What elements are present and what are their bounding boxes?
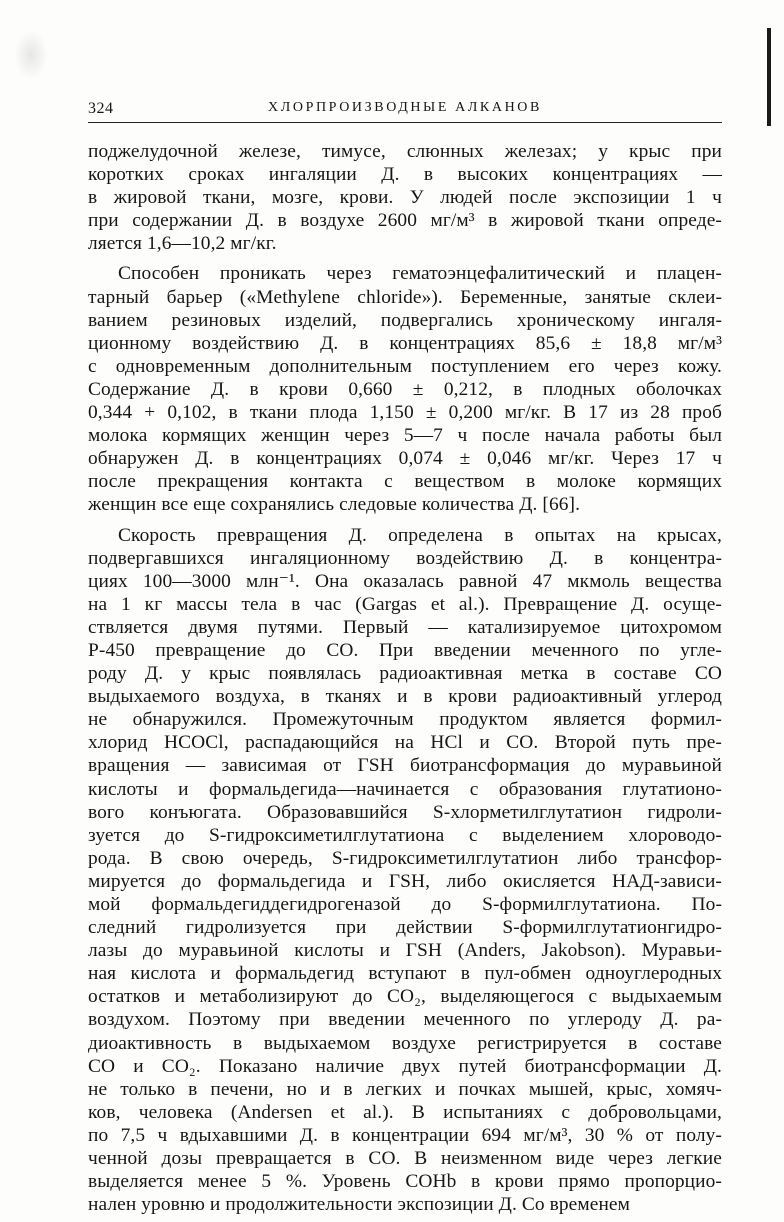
text-line: зуется до S-гидроксиметилглутатиона с выделением хлороводо-: [88, 824, 722, 846]
text-line: женщин все еще сохранялись следовые количества Д. [66].: [88, 494, 581, 516]
text-line: лазы до муравьиной кислоты и ГSH (Anders, Jakobson). Муравьи-: [88, 940, 722, 962]
text-line: обнаружен Д. в концентрациях 0,074 ± 0,046 мг/кг. Через 17 ч: [88, 448, 722, 470]
text-line: СО и CO₂. Показано наличие двух путей биотрансформации Д.: [88, 1055, 722, 1077]
paragraph: [88, 524, 722, 1217]
text-line: при содержании Д. в воздухе 2600 мг/м³ в жировой ткани опреде-: [88, 210, 722, 232]
page-number: 324: [88, 100, 114, 117]
text-line: рода. В свою очередь, S-гидроксиметилглутатион либо трансфор-: [88, 847, 722, 869]
text-line: не только в печени, но и в легких и почках мышей, крыс, хомяч-: [88, 1078, 722, 1100]
scan-smudge: [14, 30, 48, 80]
text-line: молока кормящих женщин через 5—7 ч после начала работы был: [88, 425, 722, 447]
text-line: не обнаружился. Промежуточным продуктом является формил-: [88, 709, 722, 731]
text-line: циях 100—3000 млн⁻¹. Она оказалась равной 47 мкмоль вещества: [88, 570, 722, 592]
text-line: ляется 1,6—10,2 мг/кг.: [88, 233, 277, 255]
text-line: подвергавшихся ингаляционному воздействию Д. в концентра-: [88, 547, 722, 569]
text-line: по 7,5 ч вдыхавшими Д. в концентрации 694 мг/м³, 30 % от полу-: [88, 1124, 722, 1146]
text-line: мой формальдегиддегидрогеназой до S-формилглутатиона. По-: [88, 894, 722, 915]
text-line: на 1 кг массы тела в час (Gargas et al.). Превращение Д. осуще-: [88, 593, 722, 615]
paragraph-gap: [88, 255, 722, 262]
paragraph: [88, 262, 722, 516]
text-line: ная кислота и формальдегид вступают в пул-обмен одноуглеродных: [88, 963, 722, 985]
text-line: Способен проникать через гематоэнцефалитический и плацен-: [118, 263, 722, 285]
text-line: Скорость превращения Д. определена в опытах на крысах,: [118, 524, 722, 546]
text-line: поджелудочной железе, тимусе, слюнных железах; у крыс при: [88, 141, 722, 162]
text-line: ванием резиновых изделий, подвергались хроническому ингаля-: [88, 309, 722, 331]
text-line: ционному воздействию Д. в концентрациях 85,6 ± 18,8 мг/м³: [88, 332, 722, 354]
running-head: ХЛОРПРОИЗВОДНЫЕ АЛКАНОВ: [268, 100, 542, 115]
text-line: в жировой ткани, мозге, крови. У людей после экспозиции 1 ч: [88, 187, 722, 209]
text-line: нален уровню и продолжительности экспозиции Д. Со временем: [88, 1194, 631, 1216]
text-line: Р-450 превращение до СО. При введении меченного по угле-: [88, 639, 722, 661]
text-line: 0,344 + 0,102, в ткани плода 1,150 ± 0,200 мг/кг. В 17 из 28 проб: [88, 402, 722, 424]
text-line: мируется до формальдегида и ГSH, либо окисляется НАД-зависи-: [88, 870, 722, 892]
text-line: после прекращения контакта с веществом в молоке кормящих: [88, 471, 722, 493]
text-line: тарный барьер («Methylene chloride»). Беременные, занятые склеи-: [88, 286, 722, 308]
scan-edge-mark: [767, 28, 771, 126]
text-line: с одновременным дополнительным поступлением его через кожу.: [88, 355, 722, 377]
text-line: коротких сроках ингаляции Д. в высоких концентрациях —: [88, 164, 722, 186]
text-line: вого конъюгата. Образовавшийся S-хлорметилглутатион гидроли-: [88, 801, 722, 823]
text-line: выдыхаемого воздуха, в тканях и в крови радиоактивный углерод: [88, 686, 722, 708]
body-text: [88, 140, 722, 1216]
text-line: воздухом. Поэтому при введении меченного по углероду Д. ра-: [88, 1009, 722, 1031]
text-line: остатков и метаболизируют до CO₂, выделяющегося с выдыхаемым: [88, 986, 722, 1008]
text-line: хлорид HCOCl, распадающийся на HCl и СО. Второй путь пре-: [88, 732, 722, 754]
text-line: роду Д. у крыс появлялась радиоактивная метка в составе СО: [88, 663, 722, 685]
text-line: ченной дозы превращается в СО. В неизменном виде через легкие: [88, 1148, 722, 1170]
text-line: следний гидролизуется при действии S-формилглутатионгидро-: [88, 917, 722, 939]
text-line: кислоты и формальдегида—начинается с образования глутатионо-: [88, 778, 722, 800]
text-line: ствляется двумя путями. Первый — катализируемое цитохромом: [88, 616, 722, 638]
text-line: вращения — зависимая от ГSH биотрансформация до муравьиной: [88, 755, 722, 777]
text-line: диоактивность в выдыхаемом воздухе регистрируется в составе: [88, 1032, 722, 1054]
paragraph-gap: [88, 517, 722, 524]
paragraph: [88, 140, 722, 255]
text-line: ков, человека (Andersen et al.). В испытаниях с добровольцами,: [88, 1101, 722, 1123]
page-header: [88, 92, 722, 123]
text-line: Содержание Д. в крови 0,660 ± 0,212, в плодных оболочках: [88, 378, 722, 400]
text-line: выделяется менее 5 %. Уровень СОНb в крови прямо пропорцио-: [88, 1171, 722, 1193]
